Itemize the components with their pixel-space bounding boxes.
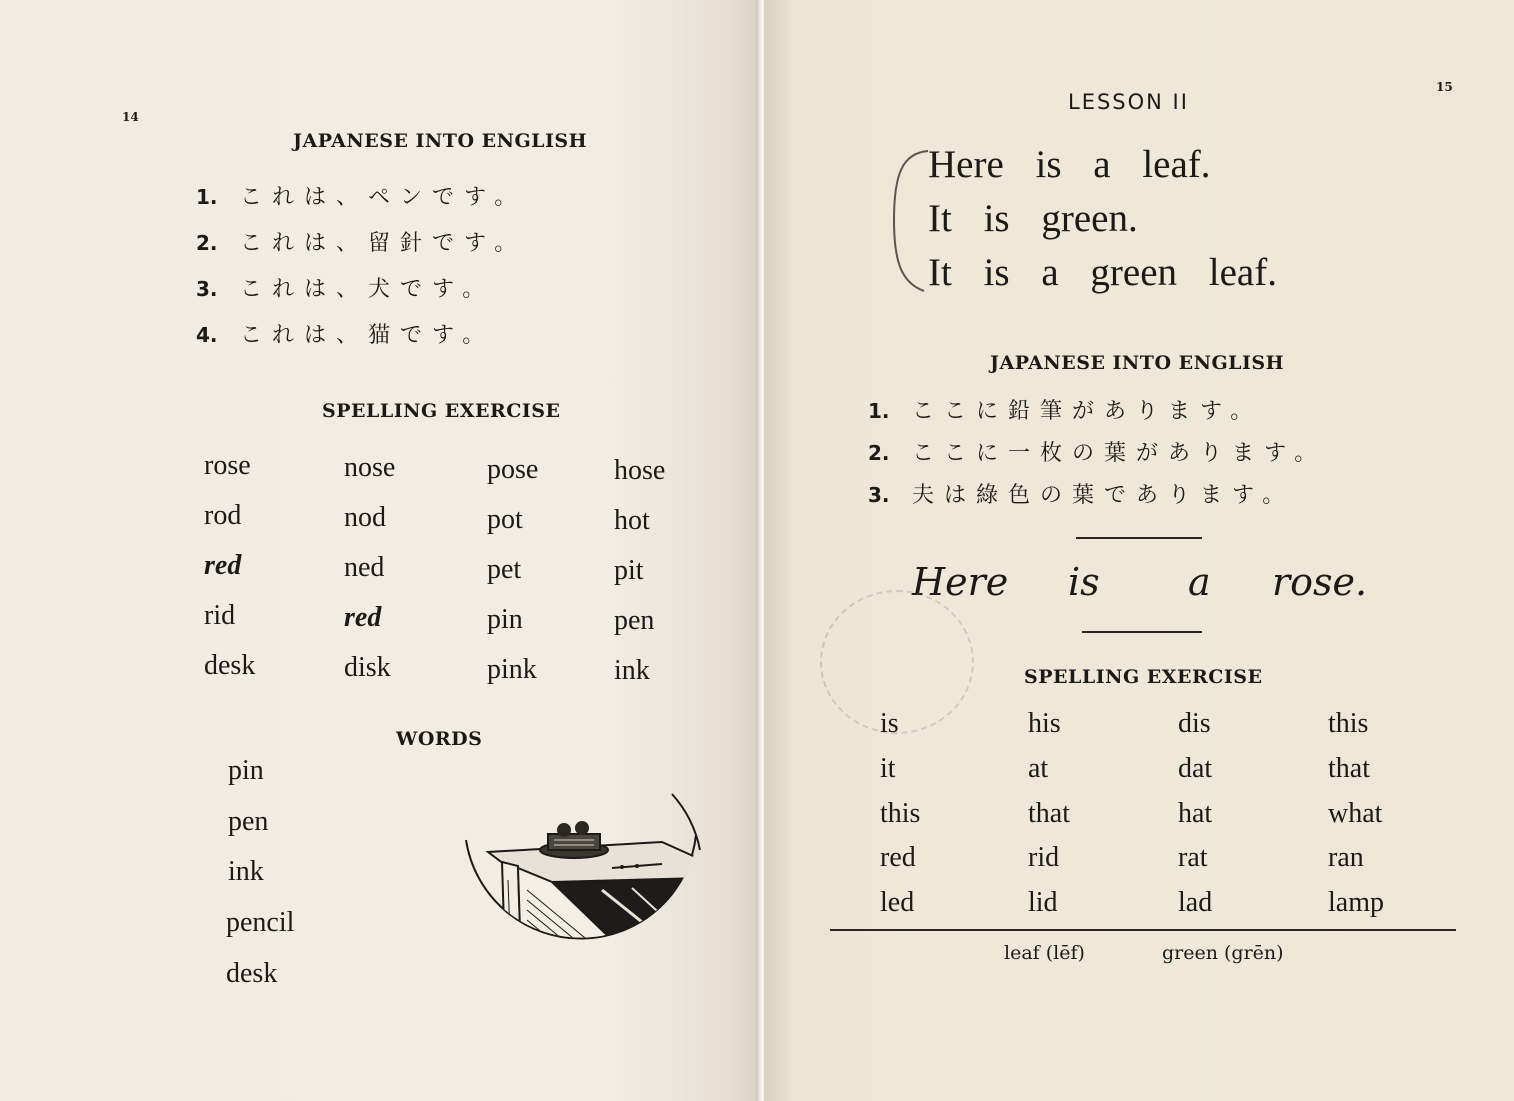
- pronunciation-footnote: green (grēn): [1162, 942, 1284, 964]
- japanese-text: ここに鉛筆があります。: [912, 399, 1263, 424]
- japanese-item-1: [868, 394, 1262, 425]
- spelling-word: ink: [614, 655, 650, 686]
- spelling-word: rid: [1028, 842, 1060, 873]
- spelling-word: led: [880, 887, 915, 918]
- reader-line-1: Here is a leaf.: [928, 143, 1211, 186]
- spelling-word: rid: [204, 600, 236, 631]
- item-number: 2.: [196, 231, 218, 255]
- page-number: 15: [1436, 80, 1453, 94]
- item-number: 3.: [196, 277, 218, 301]
- item-number: 3.: [868, 483, 890, 507]
- spelling-word: what: [1328, 798, 1383, 829]
- spelling-word: at: [1028, 753, 1049, 784]
- item-number: 1.: [868, 399, 890, 423]
- spelling-word: rat: [1178, 842, 1208, 873]
- desk-illustration: [462, 790, 707, 990]
- spelling-word: his: [1028, 708, 1061, 739]
- spelling-word: hat: [1178, 798, 1213, 829]
- spelling-exercise-heading: SPELLING EXERCISE: [322, 400, 561, 422]
- reader-line-2: It is green.: [928, 197, 1138, 240]
- spelling-word: pose: [487, 454, 539, 485]
- word-list-item: pen: [228, 806, 269, 837]
- spelling-word: pen: [614, 605, 655, 636]
- spelling-word: this: [1328, 708, 1369, 739]
- page-number: 14: [122, 110, 139, 124]
- spelling-word: lad: [1178, 887, 1213, 918]
- japanese-text: ここに一枚の葉があります。: [912, 441, 1327, 466]
- japanese-item-1: [196, 180, 526, 211]
- item-number: 2.: [868, 441, 890, 465]
- spelling-word: ran: [1328, 842, 1364, 873]
- footnote-rule: [830, 929, 1456, 931]
- word-list-item: ink: [228, 856, 264, 887]
- spelling-word: dis: [1178, 708, 1211, 739]
- spelling-word: that: [1328, 753, 1370, 784]
- japanese-into-english-heading: JAPANESE INTO ENGLISH: [293, 130, 588, 152]
- word-list-item: pencil: [226, 907, 295, 938]
- spelling-word: pot: [487, 504, 523, 535]
- spelling-word: nose: [344, 452, 396, 483]
- spelling-word: ned: [344, 552, 385, 583]
- reader-line-3: It is a green leaf.: [928, 251, 1277, 294]
- japanese-item-3: [196, 272, 494, 303]
- pronunciation-footnote: leaf (lēf): [1004, 942, 1085, 964]
- script-word: a: [1188, 560, 1211, 604]
- japanese-item-3: [868, 478, 1294, 509]
- right-page: [764, 0, 1514, 1101]
- spelling-word: pin: [487, 604, 523, 635]
- japanese-item-2: [196, 226, 526, 257]
- spelling-word: that: [1028, 798, 1070, 829]
- spelling-word: it: [880, 753, 896, 784]
- spelling-word: dat: [1178, 753, 1213, 784]
- spelling-word-emphasis: red: [204, 550, 242, 581]
- spelling-word: is: [880, 708, 899, 739]
- spelling-word: lamp: [1328, 887, 1384, 918]
- spelling-word: pet: [487, 554, 522, 585]
- spelling-word: rod: [204, 500, 242, 531]
- script-word: rose.: [1272, 560, 1368, 604]
- divider: [1082, 631, 1202, 633]
- word-list-item: desk: [226, 958, 278, 989]
- item-number: 1.: [196, 185, 218, 209]
- lesson-title: LESSON II: [1068, 90, 1189, 114]
- japanese-text: これは、猫です。: [240, 323, 495, 348]
- japanese-text: これは、留針です。: [240, 231, 527, 256]
- divider: [1076, 537, 1202, 539]
- japanese-into-english-heading: JAPANESE INTO ENGLISH: [990, 352, 1285, 374]
- spelling-word: desk: [204, 650, 256, 681]
- spelling-word: pit: [614, 555, 644, 586]
- japanese-item-4: [196, 318, 494, 349]
- spelling-exercise-heading: SPELLING EXERCISE: [1024, 666, 1263, 688]
- spelling-word: lid: [1028, 887, 1058, 918]
- japanese-text: これは、ペンです。: [240, 185, 527, 210]
- spelling-word: rose: [204, 450, 251, 481]
- script-word: is: [1068, 560, 1100, 604]
- japanese-item-2: [868, 436, 1326, 467]
- pencil-bracket-mark: [882, 145, 932, 295]
- japanese-text: 夫は綠色の葉であります。: [912, 483, 1295, 508]
- words-heading: WORDS: [396, 728, 483, 750]
- spelling-word: disk: [344, 652, 391, 683]
- spelling-word: hose: [614, 455, 666, 486]
- script-word: Here: [912, 560, 1009, 604]
- spelling-word-emphasis: red: [344, 602, 382, 633]
- spelling-word: this: [880, 798, 921, 829]
- word-list-item: pin: [228, 755, 264, 786]
- spelling-word: nod: [344, 502, 386, 533]
- item-number: 4.: [196, 323, 218, 347]
- japanese-text: これは、犬です。: [240, 277, 495, 302]
- spelling-word: red: [880, 842, 916, 873]
- spelling-word: pink: [487, 654, 537, 685]
- spelling-word: hot: [614, 505, 650, 536]
